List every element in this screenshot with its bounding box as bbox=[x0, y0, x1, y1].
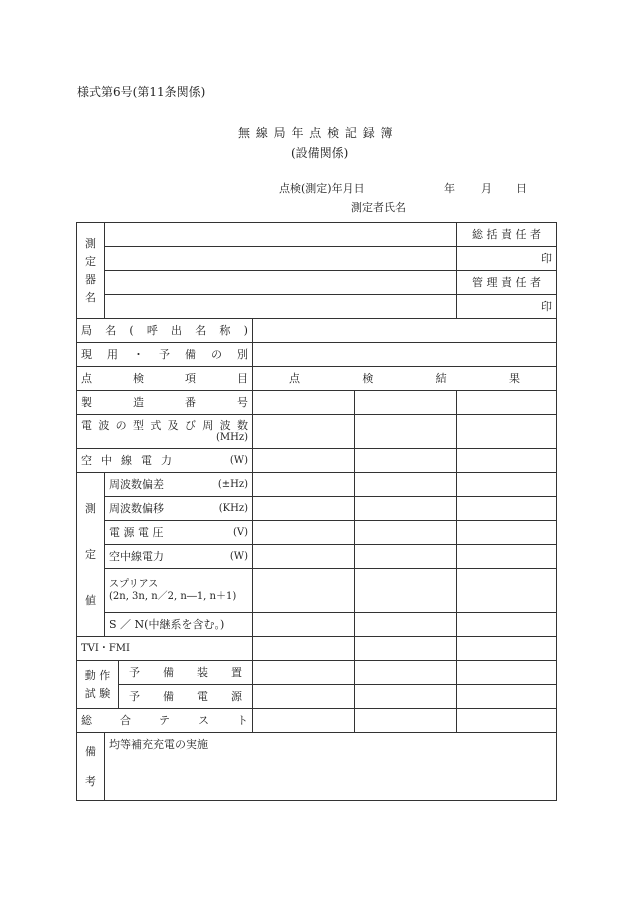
spurious-cell-2[interactable] bbox=[355, 569, 457, 613]
serial-number-cell-1[interactable] bbox=[253, 391, 355, 415]
remarks-label: 備 考 bbox=[77, 733, 105, 801]
active-spare-field[interactable] bbox=[253, 343, 557, 367]
sn-ratio-cell-3[interactable] bbox=[457, 613, 557, 637]
emission-type-unit: (MHz) bbox=[215, 431, 248, 443]
general-manager-label: 総 括 責 任 者 bbox=[457, 223, 557, 247]
serial-number-label: 製 造 番 号 bbox=[77, 391, 253, 415]
spurious-detail: (2n, 3n, n／2, n―1, n＋1) bbox=[109, 590, 237, 602]
freq-shift-cell-1[interactable] bbox=[253, 497, 355, 521]
freq-deviation-cell-2[interactable] bbox=[355, 473, 457, 497]
supply-voltage-cell-3[interactable] bbox=[457, 521, 557, 545]
spare-power-cell-2[interactable] bbox=[355, 685, 457, 709]
antenna-power2-cell-3[interactable] bbox=[457, 545, 557, 569]
overall-test-cell-2[interactable] bbox=[355, 709, 457, 733]
inspection-record-table bbox=[76, 222, 557, 801]
form-number: 様式第6号(第11条関係) bbox=[77, 85, 206, 99]
antenna-power-cell-1[interactable] bbox=[253, 449, 355, 473]
spare-equipment-cell-1[interactable] bbox=[253, 661, 355, 685]
serial-number-cell-3[interactable] bbox=[457, 391, 557, 415]
emission-type-cell-1[interactable] bbox=[253, 415, 355, 449]
measured-values-label: 測 定 値 bbox=[77, 473, 105, 637]
supply-voltage-label: 電 源 電 圧 (V) bbox=[105, 521, 253, 545]
spare-equipment-cell-2[interactable] bbox=[355, 661, 457, 685]
emission-type-cell-2[interactable] bbox=[355, 415, 457, 449]
tvi-fmi-cell-2[interactable] bbox=[355, 637, 457, 661]
antenna-power2-cell-1[interactable] bbox=[253, 545, 355, 569]
freq-shift-cell-3[interactable] bbox=[457, 497, 557, 521]
inspection-result-label: 点 検 結 果 bbox=[253, 367, 557, 391]
spare-power-cell-3[interactable] bbox=[457, 685, 557, 709]
manager-seal[interactable]: 印 bbox=[457, 295, 557, 319]
spare-equipment-cell-3[interactable] bbox=[457, 661, 557, 685]
inspection-item-label: 点 検 項 目 bbox=[77, 367, 253, 391]
station-name-label: 局 名 ( 呼 出 名 称 ) bbox=[77, 319, 253, 343]
spurious-cell-1[interactable] bbox=[253, 569, 355, 613]
date-month: 月 bbox=[481, 182, 492, 195]
instrument-name-field-3[interactable] bbox=[105, 271, 457, 295]
overall-test-cell-1[interactable] bbox=[253, 709, 355, 733]
spare-equipment-label: 予 備 装 置 bbox=[119, 661, 253, 685]
antenna-power2-label: 空中線電力 (W) bbox=[105, 545, 253, 569]
instruments-label: 測 定 器 名 bbox=[77, 223, 105, 319]
freq-deviation-cell-3[interactable] bbox=[457, 473, 557, 497]
supply-voltage-cell-1[interactable] bbox=[253, 521, 355, 545]
measurer-label: 測定者氏名 bbox=[351, 201, 406, 214]
antenna-power2-cell-2[interactable] bbox=[355, 545, 457, 569]
spurious-label: スプリアス (2n, 3n, n／2, n―1, n＋1) bbox=[105, 569, 253, 613]
freq-deviation-label: 周波数偏差 (±Hz) bbox=[105, 473, 253, 497]
page-title: 無 線 局 年 点 検 記 録 簿 bbox=[238, 126, 394, 140]
general-manager-seal[interactable]: 印 bbox=[457, 247, 557, 271]
freq-deviation-cell-1[interactable] bbox=[253, 473, 355, 497]
spurious-cell-3[interactable] bbox=[457, 569, 557, 613]
date-label: 点検(測定)年月日 bbox=[279, 182, 365, 195]
instrument-name-field-2[interactable] bbox=[105, 247, 457, 271]
emission-type-label: 電 波 の 型 式 及 び 周 波 数 (MHz) bbox=[77, 415, 253, 449]
remarks-field[interactable] bbox=[105, 733, 557, 801]
overall-test-label: 総 合 テ ス ト bbox=[77, 709, 253, 733]
tvi-fmi-cell-3[interactable] bbox=[457, 637, 557, 661]
tvi-fmi-label: TVI・FMI bbox=[77, 637, 253, 661]
active-spare-label: 現 用 ・ 予 備 の 別 bbox=[77, 343, 253, 367]
date-year: 年 bbox=[444, 182, 455, 195]
instrument-name-field-4[interactable] bbox=[105, 295, 457, 319]
antenna-power-label: 空 中 線 電 力 (W) bbox=[77, 449, 253, 473]
antenna-power-cell-3[interactable] bbox=[457, 449, 557, 473]
tvi-fmi-cell-1[interactable] bbox=[253, 637, 355, 661]
manager-label: 管 理 責 任 者 bbox=[457, 271, 557, 295]
emission-type-cell-3[interactable] bbox=[457, 415, 557, 449]
page-subtitle: (設備関係) bbox=[291, 146, 349, 160]
station-name-field[interactable] bbox=[253, 319, 557, 343]
date-day: 日 bbox=[516, 182, 527, 195]
sn-ratio-cell-2[interactable] bbox=[355, 613, 457, 637]
operation-test-label: 動 作 試 験 bbox=[77, 661, 119, 709]
antenna-power-cell-2[interactable] bbox=[355, 449, 457, 473]
supply-voltage-cell-2[interactable] bbox=[355, 521, 457, 545]
freq-shift-cell-2[interactable] bbox=[355, 497, 457, 521]
overall-test-cell-3[interactable] bbox=[457, 709, 557, 733]
spare-power-label: 予 備 電 源 bbox=[119, 685, 253, 709]
sn-ratio-cell-1[interactable] bbox=[253, 613, 355, 637]
spare-power-cell-1[interactable] bbox=[253, 685, 355, 709]
instrument-name-field-1[interactable] bbox=[105, 223, 457, 247]
sn-ratio-label: S ／ N(中継系を含む。) bbox=[105, 613, 253, 637]
remarks-text: 均等補充充電の実施 bbox=[109, 738, 208, 751]
serial-number-cell-2[interactable] bbox=[355, 391, 457, 415]
freq-shift-label: 周波数偏移 (KHz) bbox=[105, 497, 253, 521]
